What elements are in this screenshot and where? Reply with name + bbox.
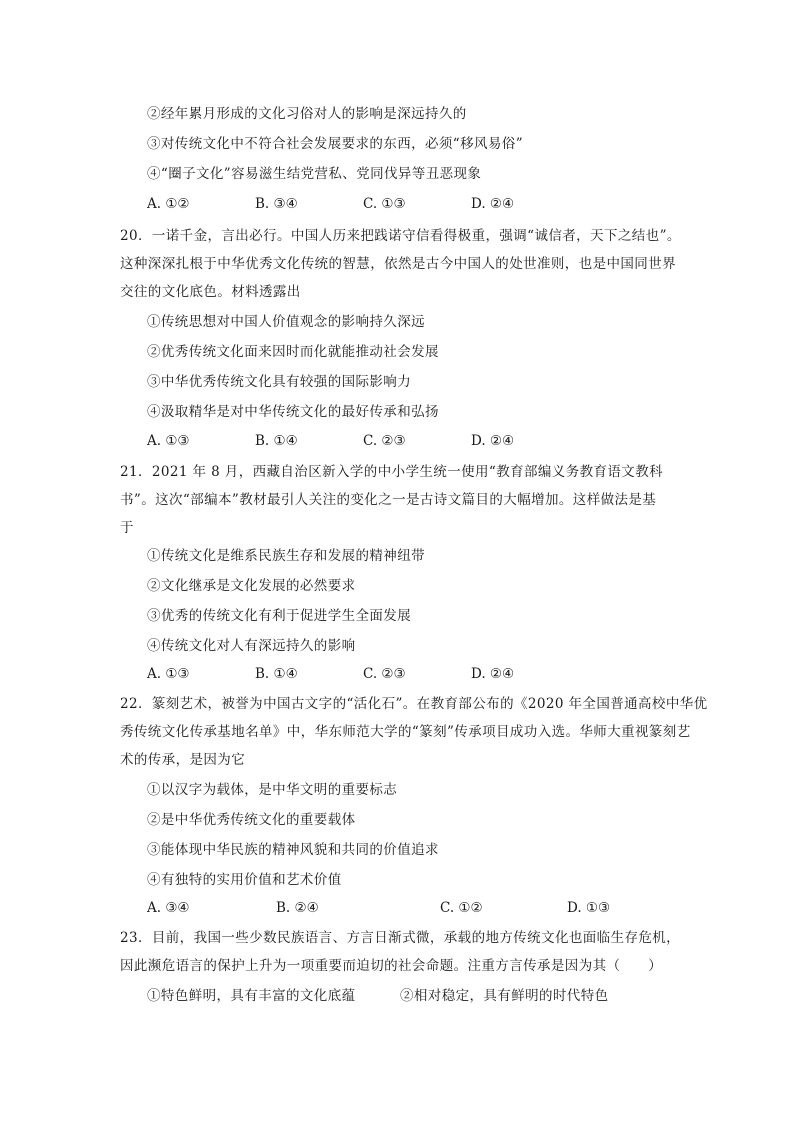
q22-statement-2: ②是中华优秀传统文化的重要载体 (147, 812, 356, 828)
q21-statement-3: ③优秀的传统文化有利于促进学生全面发展 (147, 608, 412, 624)
q19-option-b: B. ③④ (255, 196, 298, 212)
q21-option-d: D. ②④ (471, 666, 515, 682)
q21-statement-1: ①传统文化是维系民族生存和发展的精神纽带 (147, 548, 425, 564)
q22-option-c: C. ①② (440, 900, 483, 916)
q23-statement-2: ②相对稳定，具有鲜明的时代特色 (400, 988, 609, 1004)
q20-option-b: B. ①④ (255, 433, 298, 449)
q23-stem-line-2: 因此濒危语言的保护上升为一项重要而迫切的社会命题。注重方言传承是因为其（ ） (120, 958, 663, 974)
q20-option-d: D. ②④ (471, 433, 515, 449)
q19-option-c: C. ①③ (363, 196, 406, 212)
q22-option-b: B. ②④ (276, 900, 319, 916)
q22-option-a: A. ③④ (147, 900, 190, 916)
q23-statement-1: ①特色鲜明，具有丰富的文化底蕴 (147, 988, 356, 1004)
q21-statement-2: ②文化继承是文化发展的必然要求 (147, 578, 356, 594)
q23-stem-line-1: 23．目前，我国一些少数民族语言、方言日渐式微，承载的地方传统文化也面临生存危机， (120, 930, 681, 946)
q20-statement-1: ①传统思想对中国人价值观念的影响持久深远 (147, 314, 425, 330)
q19-statement-2: ②经年累月形成的文化习俗对人的影响是深远持久的 (147, 106, 467, 122)
q19-statement-3: ③对传统文化中不符合社会发展要求的东西，必须“移风易俗” (147, 136, 524, 152)
page-bottom-margin (0, 1020, 794, 1123)
q19-option-d: D. ②④ (471, 196, 515, 212)
q21-option-b: B. ①④ (255, 666, 298, 682)
q22-option-d: D. ①③ (567, 900, 611, 916)
q22-statement-1: ①以汉字为载体，是中华文明的重要标志 (147, 782, 398, 798)
q21-option-a: A. ①③ (147, 666, 190, 682)
q22-stem-line-1: 22．篆刻艺术，被誉为中国古文字的“活化石”。在教育部公布的《2020 年全国普通高校中华优 (120, 696, 708, 712)
q21-stem-line-3: 于 (120, 520, 134, 536)
q20-statement-3: ③中华优秀传统文化具有较强的国际影响力 (147, 374, 412, 390)
q22-statement-3: ③能体现中华民族的精神风貌和共同的价值追求 (147, 842, 439, 858)
q21-statement-4: ④传统文化对人有深远持久的影响 (147, 638, 356, 654)
q20-option-a: A. ①③ (147, 433, 190, 449)
q20-statement-2: ②优秀传统文化面来因时而化就能推动社会发展 (147, 344, 439, 360)
q22-stem-line-2: 秀传统文化传承基地名单》中，华东师范大学的“篆刻”传承项目成功入选。华师大重视篆刻艺 (120, 724, 691, 740)
q21-stem-line-1: 21．2021 年 8 月，西藏自治区新入学的中小学生统一使用“教育部编义务教育语文教科 (120, 464, 663, 480)
q19-statement-4: ④“圈子文化”容易滋生结党营私、党同伐异等丑恶现象 (147, 166, 482, 182)
q21-option-c: C. ②③ (363, 666, 406, 682)
q22-stem-line-3: 术的传承，是因为它 (120, 752, 246, 768)
q19-option-a: A. ①② (147, 196, 190, 212)
q20-statement-4: ④汲取精华是对中华传统文化的最好传承和弘扬 (147, 404, 439, 420)
q20-stem-line-2: 这种深深扎根于中华优秀文化传统的智慧，依然是古今中国人的处世准则，也是中国同世界 (120, 256, 676, 272)
q22-statement-4: ④有独特的实用价值和艺术价值 (147, 872, 342, 888)
q20-stem-line-3: 交往的文化底色。材料透露出 (120, 284, 301, 300)
q21-stem-line-2: 书”。这次“部编本”教材最引人关注的变化之一是古诗文篇目的大幅增加。这样做法是基 (120, 492, 657, 508)
q20-option-c: C. ②③ (363, 433, 406, 449)
q20-stem-line-1: 20．一诺千金，言出必行。中国人历来把践诺守信看得极重，强调“诚信者，天下之结也”。 (120, 228, 681, 244)
